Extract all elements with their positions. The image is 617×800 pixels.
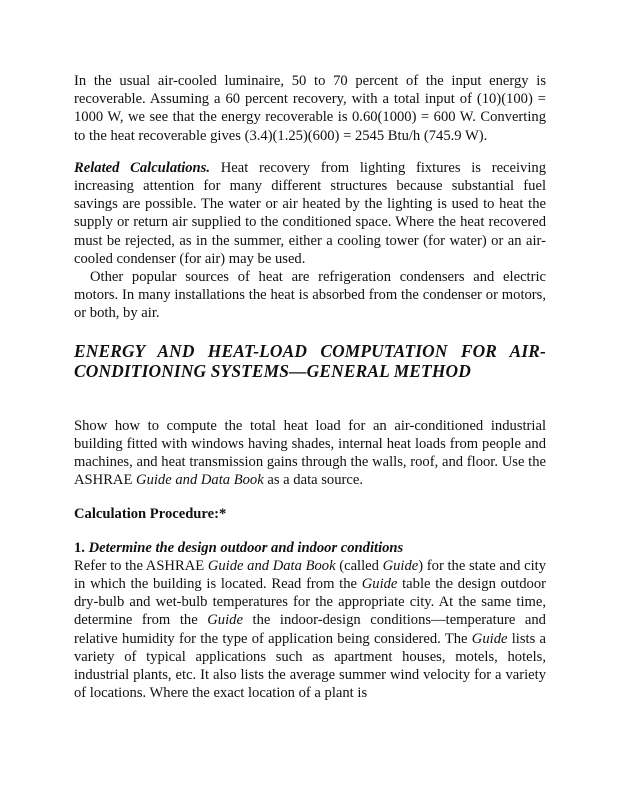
- step-1-guide-ref: Guide: [361, 576, 398, 593]
- step-1-text-d: table the design outdoor dry-bulb and wet-bulb temperatures for the appropriate city. At the same time, determine from the: [74, 576, 546, 629]
- step-1-guide-ref: Guide: [207, 612, 243, 629]
- section-heading: ENERGY AND HEAT-LOAD COMPUTATION FOR AIR-CONDITIONING SYSTEMS—GENERAL METHOD: [74, 340, 546, 382]
- document-page: [74, 72, 546, 702]
- step-1-text-e: the indoor-design conditions—temperature and relative humidity for the type of application being considered. The: [74, 612, 546, 647]
- step-1-body: [74, 557, 546, 703]
- step-1-text-b: (called: [335, 557, 383, 574]
- related-calculations-text: Heat recovery from lighting fixtures is receiving increasing attention for many different structures because substantial fuel savings are possible. The water or air heated by the lighting is used to heat the supply or return air supplied to the conditioned space. Where the heat recovered must be rejected, as in the summer, either a cooling tower (for water) or an air-cooled condenser (for air) may be used.: [74, 159, 547, 267]
- step-1-text-a: Refer to the ASHRAE: [74, 557, 208, 574]
- step-1-number: 1.: [74, 539, 85, 556]
- problem-book-title: Guide and Data Book: [136, 472, 264, 489]
- step-1-text-f: lists a variety of typical applications such as apartment houses, motels, hotels, industrial plants, etc. It also lists the average summer wind velocity for a variety of locations. Where the exact location of a plant is: [74, 630, 546, 702]
- paragraph-other-heat-sources: Other popular sources of heat are refrigeration condensers and electric motors. In many installations the heat is absorbed from the condenser or motors, or both, by air.: [74, 269, 546, 322]
- step-1-book-title: Guide and Data Book: [207, 557, 336, 574]
- related-calculations-label: Related Calculations.: [74, 159, 210, 176]
- paragraph-heat-recovery: In the usual air-cooled luminaire, 50 to 70 percent of the input energy is recoverable. Assuming a 60 percent recovery, with a total input of (10)(100) = 1000 W, we see that the energy recoverable is 0.60(1000) = 600 W. Converting to the heat recoverable gives (3.4)(1.25)(600) = 2545 Btu/h (745.9 W).: [74, 73, 546, 144]
- problem-text-part-2: as a data source.: [263, 472, 363, 489]
- calculation-procedure-title: Calculation Procedure:*: [74, 506, 227, 523]
- problem-text-part-1: Show how to compute the total heat load for an air-conditioned industrial building fitted with windows having shades, internal heat loads from people and machines, and heat transmission gains through the walls, roof, and floor. Use the ASHRAE: [74, 417, 546, 489]
- step-1-title: Determine the design outdoor and indoor conditions: [84, 539, 404, 556]
- step-1-text-c: ) for the state and city in which the building is located. Read from the: [74, 557, 546, 593]
- problem-statement: [74, 417, 546, 490]
- step-1-guide-ref: Guide: [382, 557, 419, 574]
- paragraph-related-calculations: [74, 159, 546, 268]
- step-1-guide-ref: Guide: [471, 630, 508, 647]
- step-1-heading: [74, 539, 546, 557]
